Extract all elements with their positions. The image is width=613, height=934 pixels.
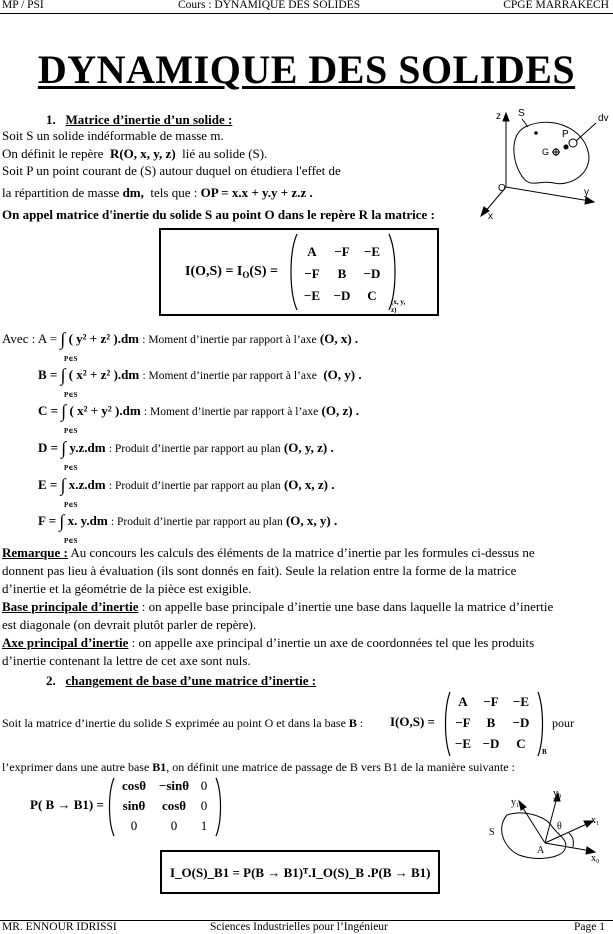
page-footer [0,920,613,934]
fig1-o-label: O [498,183,506,194]
section2-matrix-lhs: I(O,S) = [390,714,435,729]
footer-left: MR. ENNOUR IDRISSI [2,921,117,933]
passage-matrix-lhs: P( B → B1) = [30,797,104,812]
remarque-line3: d’inertie et la géométrie de la pièce est exigible. [2,581,252,596]
base-principale-line2: est diagonale (on devrait plutôt parler de repère). [2,617,257,632]
section1-heading: 1. Matrice d’inertie d’un solide : [46,112,233,127]
matrix-body: A −F −E −F B −D −E −D C (x, y, z) [289,232,411,312]
fig2-y0-label: y₀ [553,788,562,799]
matrix-lhs: $I(O,S) = I_O(S)$ = [185,264,278,280]
change-of-basis-formula: I_O(S)_B1 = P(B → B1)ᵀ.I_O(S)_B .P(B → B1) [170,865,431,880]
remarque-line1: Remarque : Au concours les calculs des éléments de la matrice d’inertie par les formules ci-dessus ne [2,545,535,560]
remarque-line2: donnent pas lieu à évaluation (ils sont donnés en fait). Seule la relation entre la forme de la matrice [2,563,517,578]
section1-line4: la répartition de masse dm, tels que : OP = x.x + y.y + z.z . [2,185,313,200]
def-a: Avec : A = ∫ ( y² + z² ).dm : Moment d’inertie par rapport à l’axe (O, x) . P∈S [2,329,359,363]
section2-line2: l’exprimer dans une autre base B1, on définit une matrice de passage de B vers B1 de la manière suivante : [2,760,515,774]
base-principale-line1: Base principale d’inertie : on appelle base principale d’inertie une base dans laquelle la matrice d’inertie [2,599,554,614]
header-right: CPGE MARRAKECH [503,0,609,11]
axe-principal-line1: Axe principal d’inertie : on appelle axe principal d’inertie un axe de coordonnées tel que les produits [2,635,535,650]
section1-line3: Soit P un point courant de (S) autour duquel on étudiera l'effet de [2,163,341,178]
def-d: D = ∫ y.z.dm : Produit d’inertie par rapport au plan (O, y, z) . P∈S [38,438,334,472]
fig2-theta-label: θ [557,821,562,832]
fig1-y-label: y [584,187,589,198]
section2-matrix-body: A −F −E −F B −D −E −D C B [444,690,554,758]
def-e: E = ∫ x.z.dm : Produit d’inertie par rapport au plan (O, x, z) . P∈S [38,475,335,509]
header-left: MP / PSI [2,0,44,11]
page-title: DYNAMIQUE DES SOLIDES [37,47,576,92]
fig2-y1-label: y₁ [511,797,520,808]
inertia-definitions [2,329,602,545]
section2-pour: pour [552,716,574,730]
def-b: B = ∫ ( x² + z² ).dm : Moment d’inertie par rapport à l’axe (O, y) . P∈S [38,365,362,399]
passage-matrix-body: cosθ −sinθ 0 sinθ cosθ 0 0 0 1 [108,776,223,838]
change-of-basis-formula-box [160,850,440,894]
fig2-x1-label: x₁ [591,815,600,826]
fig1-dv-label: dv [598,113,609,124]
inertia-matrix-box [159,228,439,316]
solid-figure [470,107,613,222]
header-center: Cours : DYNAMIQUE DES SOLIDES [178,0,361,11]
fig1-s-label: S [518,108,525,119]
section1-line2: On définit le repère R(O, x, y, z) lié au solide (S). [2,146,268,161]
section2-heading: 2. changement de base d’une matrice d’inertie : [46,673,317,688]
base-change-figure [485,785,605,865]
section1-line1: Soit S un solide indéformable de masse m. [2,128,224,143]
footer-page-number: Page 1 [574,921,605,933]
fig1-z-label: z [496,111,501,122]
section1-line5: On appel matrice d'inertie du solide S au point O dans le repère R la matrice : [2,207,435,222]
fig2-a-label: A [537,845,545,856]
fig1-p-label: P [562,129,569,140]
section2-line1: Soit la matrice d’inertie du solide S exprimée au point O et dans la base B : [2,716,364,730]
def-c: C = ∫ ( x² + y² ).dm : Moment d’inertie par rapport à l’axe (O, z) . P∈S [38,401,360,435]
fig1-g-label: G [542,147,550,157]
fig1-x-label: x [488,211,493,222]
footer-center: Sciences Industrielles pour l’Ingénieur [210,921,388,933]
def-f: F = ∫ x. y.dm : Produit d’inertie par rapport au plan (O, x, y) . P∈S [38,511,338,545]
fig2-x0-label: x₀ [591,853,600,864]
fig2-s-label: S [489,827,495,838]
axe-principal-line2: d’inertie contenant la lettre de cet axe sont nuls. [2,653,251,668]
page-header [0,0,613,14]
